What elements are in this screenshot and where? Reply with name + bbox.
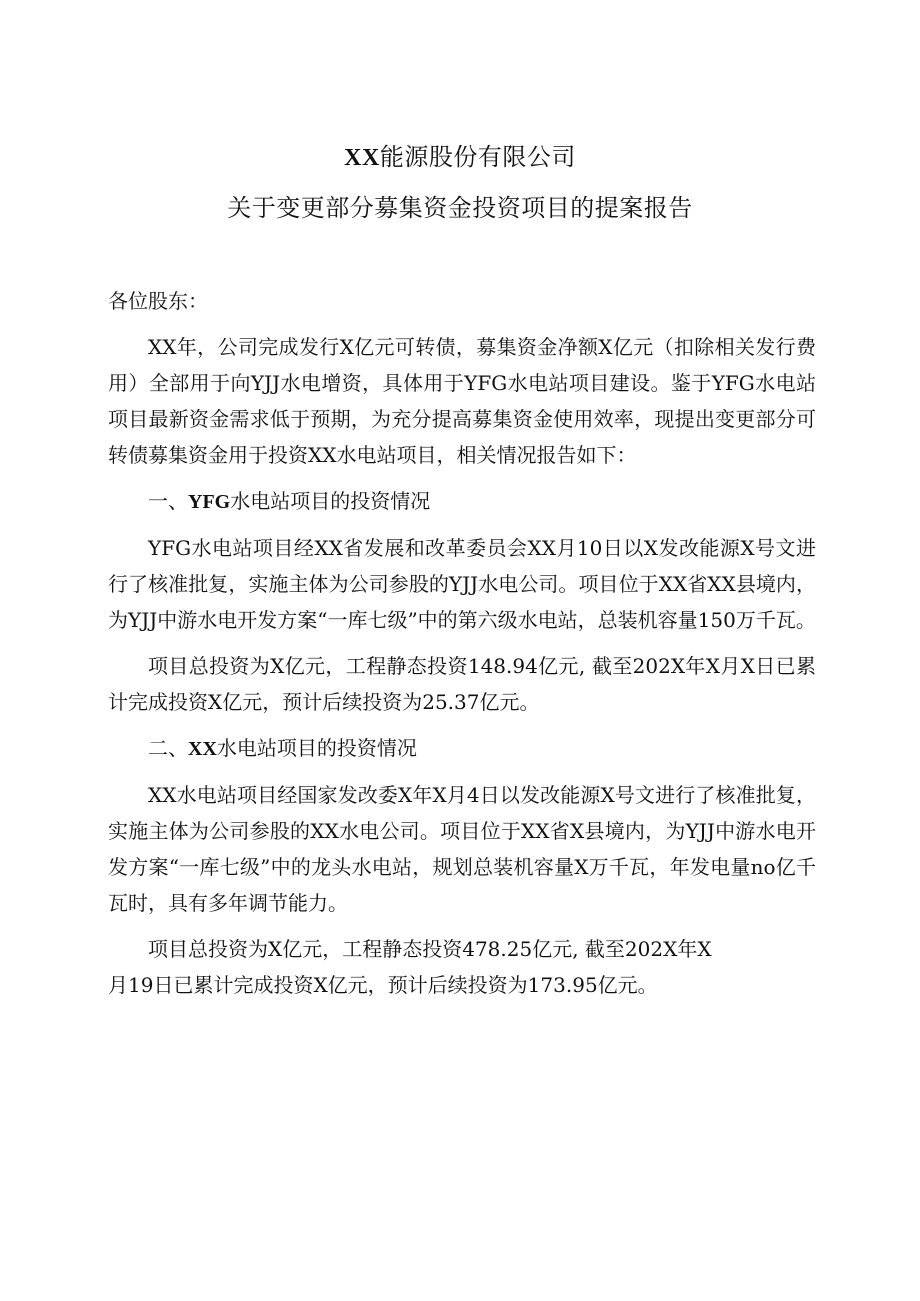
company-title xyxy=(0,132,920,183)
company-title-latin: XX xyxy=(344,145,380,171)
section-2-paragraph-2-line-2: 月19日已累计完成投资X亿元，预计后续投资为173.95亿元。 xyxy=(108,973,658,997)
section-heading-2-latin: XX xyxy=(188,738,217,760)
section-heading-2-rest: 水电站项目的投资情况 xyxy=(216,736,417,760)
report-subtitle: 关于变更部分募集资金投资项目的提案报告 xyxy=(227,194,693,222)
section-2-paragraph-2 xyxy=(108,931,816,1003)
section-1-paragraph-2: 项目总投资为X亿元，工程静态投资148.94亿元, 截至202X年X月X日已累计完成投资X亿元，预计后续投资为25.37亿元。 xyxy=(108,654,816,714)
section-heading-1-latin: YFG xyxy=(188,491,231,513)
section-heading-1-rest: 水电站项目的投资情况 xyxy=(230,489,431,513)
section-heading-2-prefix: 二、 xyxy=(148,736,188,760)
report-body xyxy=(108,283,816,1013)
section-2-paragraph-2-line-1: 项目总投资为X亿元，工程静态投资478.25亿元, 截至202X年X xyxy=(148,937,712,961)
salutation: 各位股东： xyxy=(108,289,208,313)
section-heading-1 xyxy=(108,483,816,520)
title-block xyxy=(0,132,920,233)
section-heading-2 xyxy=(108,730,816,767)
section-2-paragraph-1: XX水电站项目经国家发改委X年X月4日以发改能源X号文进行了核准批复，实施主体为公司参股的XX水电公司。项目位于XX省X县境内，为YJJ中游水电开发方案“一库七级”中的龙头水电站，规划总装机容量X万千瓦，年发电量no亿千瓦时，具有多年调节能力。 xyxy=(108,783,816,915)
section-1-paragraph-1: YFG水电站项目经XX省发展和改革委员会XX月10日以X发改能源X号文进行了核准批复，实施主体为公司参股的YJJ水电公司。项目位于XX省XX县境内，为YJJ中游水电开发方案“一库七级”中的第六级水电站，总装机容量150万千瓦。 xyxy=(108,536,816,632)
intro-paragraph: XX年，公司完成发行X亿元可转债，募集资金净额X亿元（扣除相关发行费用）全部用于向YJJ水电增资，具体用于YFG水电站项目建设。鉴于YFG水电站项目最新资金需求低于预期，为充分提高募集资金使用效率，现提出变更部分可转债募集资金用于投资XX水电站项目，相关情况报告如下： xyxy=(108,335,816,467)
company-title-rest: 能源股份有限公司 xyxy=(379,143,576,171)
section-heading-1-prefix: 一、 xyxy=(148,489,188,513)
